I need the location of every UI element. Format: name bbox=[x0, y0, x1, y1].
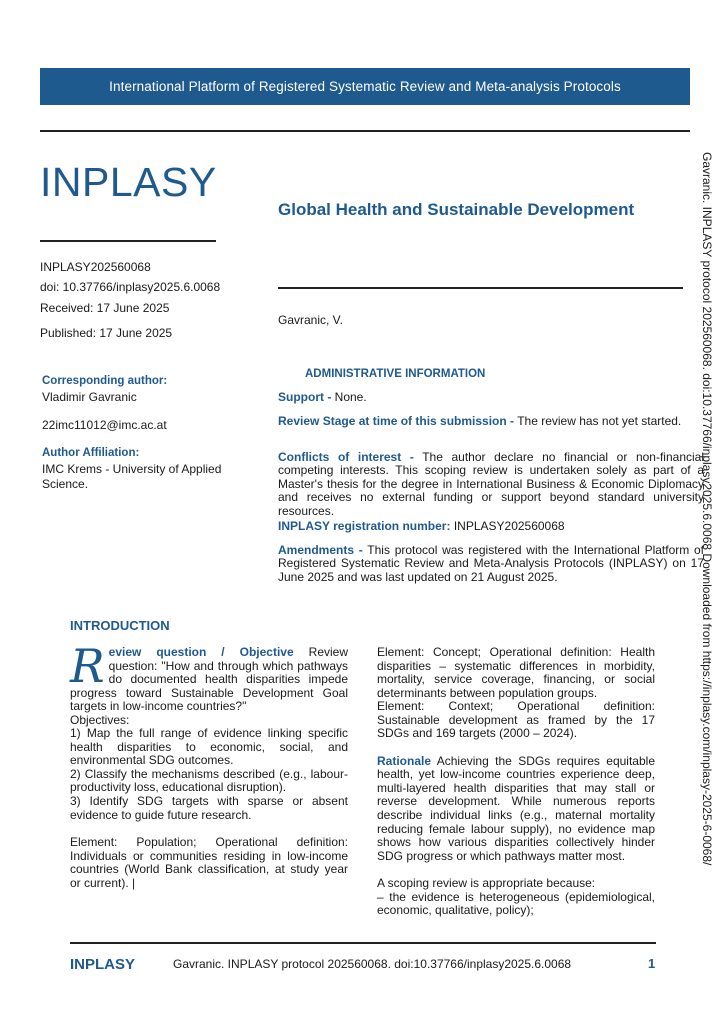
amendments-text: This protocol was registered with the International Platform of Registered Systematic Review and Meta-Analysis Protocols (INPLASY) on 17 June 2025 and was last updated on 21 August 2025. bbox=[278, 543, 704, 584]
review-stage-text: The review has not yet started. bbox=[517, 414, 682, 428]
objective-item: 2) Classify the mechanisms described (e.g., labour-productivity loss, educational disruption). bbox=[70, 766, 348, 795]
population-definition bbox=[70, 836, 348, 890]
journal-title: Global Health and Sustainable Development bbox=[278, 200, 635, 219]
concept-definition: Element: Concept; Operational definition: Health disparities – systematic differences in morbidity, mortality, service coverage, financing, or social determinants between population groups. bbox=[377, 645, 655, 700]
introduction-heading: INTRODUCTION bbox=[70, 618, 170, 633]
support-text: None. bbox=[334, 390, 367, 404]
logo-underline bbox=[40, 240, 216, 242]
footer-rule bbox=[70, 942, 656, 944]
review-question-label: eview question / Objective bbox=[108, 645, 294, 659]
admin-heading: ADMINISTRATIVE INFORMATION bbox=[305, 368, 486, 380]
population-text: Element: Population; Operational definition: Individuals or communities residing in low-income countries (World Bank classification, at study year or current). bbox=[70, 835, 348, 890]
registration-number: INPLASY202560068 bbox=[453, 519, 565, 533]
sidebar-citation[interactable]: Gavranic. INPLASY protocol 202560068. doi:10.37766/inplasy2025.6.0068 Downloaded from https://inplasy.com/inplasy-2025-6-0068/ bbox=[700, 152, 714, 866]
corresponding-author-name: Vladimir Gavranic bbox=[42, 390, 137, 404]
review-question-paragraph bbox=[70, 639, 349, 714]
protocol-id: INPLASY202560068 bbox=[40, 260, 151, 274]
scoping-item: – the evidence is heterogeneous (epidemiological, economic, qualitative, policy); bbox=[377, 889, 655, 918]
objectives-heading: Objectives: bbox=[70, 712, 130, 727]
right-column bbox=[377, 646, 655, 918]
amendments-section bbox=[278, 544, 704, 584]
review-question-text: Review question: "How and through which pathways do documented health disparities impede progress toward Sustainable Development Goal targets in low-income countries?" bbox=[70, 645, 349, 714]
banner-title: International Platform of Registered Systematic Review and Meta-analysis Protocols bbox=[109, 79, 621, 94]
rationale-paragraph bbox=[377, 755, 655, 863]
author-name: Gavranic, V. bbox=[278, 313, 343, 327]
conflicts-label: Conflicts of interest - bbox=[278, 450, 414, 464]
title-rule bbox=[278, 287, 683, 289]
rationale-text: Achieving the SDGs requires equitable health, yet low-income countries experience deep, multi-layered health disparities that may stall or reverse development. While numerous reports describe individual links (e.g., maternal mortality reducing female labour supply), no evidence map shows how various disparities collectively hinder SDG progress or which pathways matter most. bbox=[377, 753, 655, 863]
registration-section bbox=[278, 520, 704, 533]
header-rule bbox=[40, 130, 690, 132]
objective-item: 1) Map the full range of evidence linking specific health disparities to economic, social, and environmental SDG outcomes. bbox=[70, 726, 348, 768]
support-section bbox=[278, 391, 704, 404]
scoping-intro: A scoping review is appropriate because: bbox=[377, 876, 596, 891]
conflicts-section bbox=[278, 451, 704, 518]
corresponding-author-heading: Corresponding author: bbox=[42, 375, 168, 387]
corresponding-author-email[interactable]: 22imc11012@imc.ac.at bbox=[42, 418, 167, 432]
amendments-label: Amendments - bbox=[278, 543, 363, 557]
footer-logo: INPLASY bbox=[70, 956, 136, 973]
review-stage-label: Review Stage at time of this submission - bbox=[278, 414, 515, 428]
registration-label: INPLASY registration number: bbox=[278, 519, 451, 533]
footer-citation: Gavranic. INPLASY protocol 202560068. doi:10.37766/inplasy2025.6.0068 bbox=[173, 957, 572, 971]
rationale-label: Rationale bbox=[377, 753, 432, 768]
review-stage-section bbox=[278, 415, 704, 428]
inplasy-logo: INPLASY bbox=[40, 159, 217, 205]
affiliation-text: IMC Krems - University of Applied Science. bbox=[42, 462, 222, 491]
context-definition: Element: Context; Operational definition: Sustainable development as framed by the 17 SDGs and 169 targets (2000 – 2024). bbox=[377, 699, 655, 741]
dropcap-letter: R bbox=[70, 639, 105, 693]
page-number: 1 bbox=[648, 956, 656, 971]
affiliation-heading: Author Affiliation: bbox=[42, 447, 140, 459]
received-date: Received: 17 June 2025 bbox=[40, 301, 170, 315]
published-date: Published: 17 June 2025 bbox=[40, 326, 173, 340]
conflicts-text: The author declare no financial or non-financial competing interests. This scoping review is undertaken solely as part of a Master's thesis for the degree in International Business & Economic Diplomacy and receives no external funding or support beyond standard university resources. bbox=[278, 450, 704, 518]
objective-item: 3) Identify SDG targets with sparse or absent evidence to guide future research. bbox=[70, 794, 348, 822]
header-banner bbox=[40, 68, 690, 105]
text-cursor: | bbox=[132, 875, 136, 890]
support-label: Support - bbox=[278, 390, 332, 404]
doi-link[interactable]: doi: 10.37766/inplasy2025.6.0068 bbox=[40, 280, 221, 294]
left-column bbox=[70, 639, 349, 890]
